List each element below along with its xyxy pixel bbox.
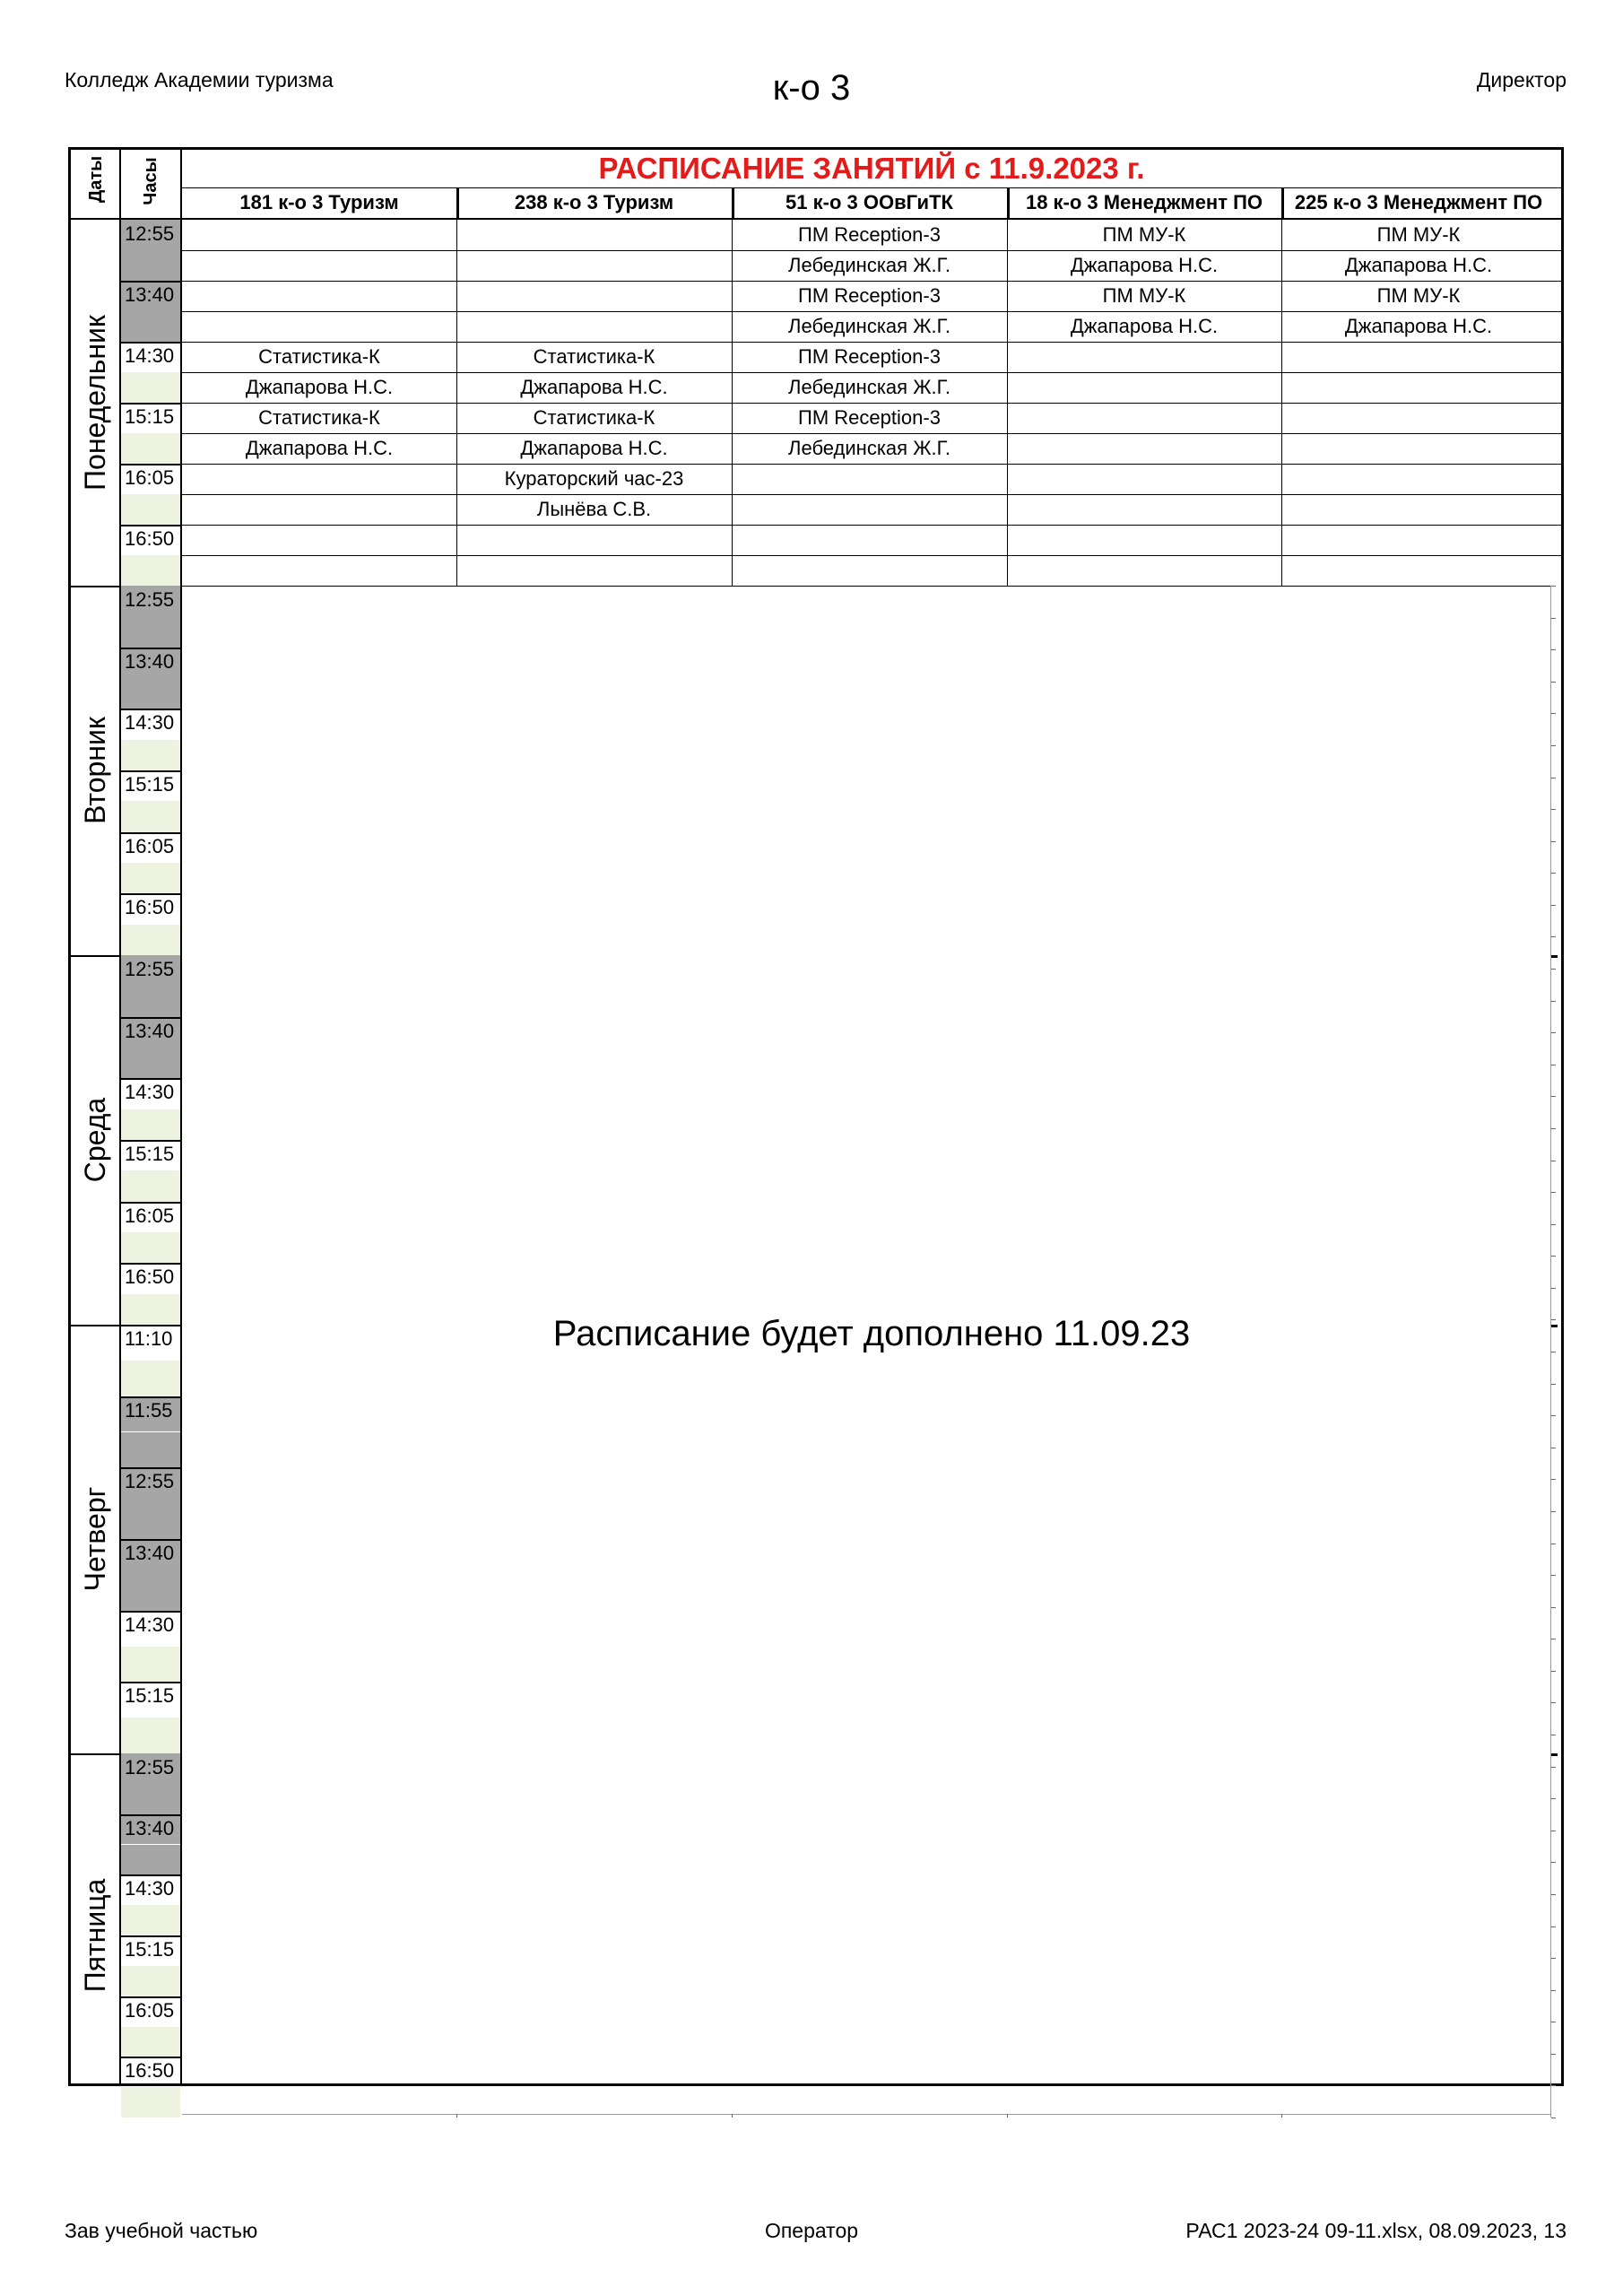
lesson-cell — [1281, 525, 1556, 555]
lesson-cell — [1007, 525, 1281, 555]
lesson-cell — [1281, 372, 1556, 403]
minor-tick — [1551, 969, 1556, 970]
time-slot: 16:05 — [125, 1204, 175, 1227]
time-slot-sub — [121, 616, 180, 647]
lesson-cell: Джапарова Н.С. — [245, 376, 394, 398]
time-slot: 16:50 — [125, 896, 175, 919]
group-header: 51 к-о 3 ООвГиТК — [785, 191, 953, 213]
deputy-label: Зав учебной частью — [65, 2219, 258, 2242]
time-slot-sub — [121, 1232, 180, 1263]
minor-tick — [1551, 1607, 1556, 1608]
lesson-cell: Кураторский час-23 — [504, 467, 684, 490]
time-slot: 14:30 — [125, 1613, 175, 1636]
lesson-cell: Джапарова Н.С. — [520, 437, 668, 459]
bottom-tick — [1281, 2114, 1282, 2118]
minor-tick — [1551, 649, 1556, 650]
minor-tick — [1551, 905, 1556, 906]
minor-tick — [1551, 1990, 1556, 1991]
hour-line — [121, 342, 180, 344]
row-line — [182, 464, 1561, 465]
time-slot: 14:30 — [125, 344, 175, 367]
minor-tick — [1551, 1032, 1556, 1033]
time-slot: 16:05 — [125, 1998, 175, 2022]
minor-tick — [1551, 1256, 1556, 1257]
group-divider-header — [456, 187, 459, 218]
lesson-cell: Джапарова Н.С. — [1344, 254, 1493, 276]
lesson-cell — [182, 464, 456, 494]
time-slot-sub — [121, 2087, 180, 2118]
minor-tick — [1551, 1384, 1556, 1385]
time-slot: 11:55 — [121, 1396, 180, 1432]
day-tick — [1550, 1753, 1558, 1756]
day-name: Понедельник — [79, 315, 111, 491]
row-line — [182, 555, 1561, 556]
lesson-cell: Статистика-К — [533, 345, 655, 368]
row-line — [182, 403, 1561, 404]
operator-label: Оператор — [764, 2219, 859, 2242]
lesson-cell — [1007, 494, 1281, 525]
time-slot-sub — [121, 801, 180, 831]
hour-line — [121, 1996, 180, 1998]
time-slot: 13:40 — [121, 648, 180, 678]
hour-line — [121, 1874, 180, 1876]
schedule-note: Расписание будет дополнено 11.09.23 — [552, 1314, 1191, 1353]
lesson-cell — [182, 555, 456, 586]
time-slot-sub — [121, 1718, 180, 1753]
lesson-cell: ПМ Reception-3 — [798, 284, 941, 307]
minor-tick — [1551, 713, 1556, 714]
time-slot: 15:15 — [125, 773, 175, 796]
time-slot: 12:55 — [121, 1753, 180, 1784]
hour-line — [121, 525, 180, 526]
time-slot: 13:40 — [121, 1017, 180, 1048]
lesson-cell — [1281, 464, 1556, 494]
group-header: 181 к-о 3 Туризм — [239, 191, 399, 213]
hour-line — [121, 1682, 180, 1683]
time-slot-sub — [121, 1109, 180, 1140]
lesson-cell — [456, 311, 732, 342]
minor-tick — [1551, 682, 1556, 683]
lesson-cell — [1281, 494, 1556, 525]
row-line — [182, 372, 1561, 373]
lesson-cell — [456, 555, 732, 586]
minor-tick — [1551, 1575, 1556, 1576]
minor-tick — [1551, 1479, 1556, 1480]
minor-tick — [1551, 2054, 1556, 2055]
hour-line — [121, 1539, 180, 1541]
hour-line — [121, 1814, 180, 1816]
group-header: 18 к-о 3 Менеджмент ПО — [1025, 191, 1263, 213]
hour-line — [121, 1467, 180, 1469]
hour-line — [121, 464, 180, 465]
time-slot: 15:15 — [125, 1938, 175, 1961]
time-slot: 12:55 — [121, 1467, 180, 1503]
minor-tick — [1551, 745, 1556, 746]
time-slot: 13:40 — [121, 1814, 180, 1845]
bottom-tick — [456, 2114, 457, 2118]
hour-line — [121, 1202, 180, 1204]
bottom-tick — [732, 2114, 733, 2118]
group-header: 238 к-о 3 Туризм — [514, 191, 674, 213]
lesson-cell — [1007, 433, 1281, 464]
minor-tick — [1551, 1926, 1556, 1927]
group-header: 225 к-о 3 Менеджмент ПО — [1294, 191, 1543, 213]
time-slot: 11:10 — [125, 1327, 173, 1350]
time-slot-sub — [121, 1784, 180, 1814]
minor-tick — [1551, 618, 1556, 619]
time-slot-sub — [121, 986, 180, 1016]
hour-line — [121, 648, 180, 649]
lesson-cell: ПМ Reception-3 — [798, 345, 941, 368]
director-label: Директор — [1476, 68, 1567, 91]
minor-tick — [1551, 873, 1556, 874]
time-slot: 15:15 — [125, 1684, 175, 1708]
day-name: Четверг — [79, 1486, 111, 1592]
time-slot: 16:05 — [125, 466, 175, 489]
lesson-cell: Лынёва С.В. — [536, 498, 652, 520]
minor-tick — [1551, 1192, 1556, 1193]
hour-line — [121, 1611, 180, 1613]
hour-line — [121, 403, 180, 404]
lesson-cell — [456, 250, 732, 281]
hour-line — [121, 770, 180, 772]
schedule-table — [68, 147, 1564, 2086]
monday-bottom-line — [182, 586, 1550, 587]
hours-header: Часы — [141, 157, 161, 205]
minor-tick — [1551, 2085, 1556, 2086]
lesson-cell: Лебединская Ж.Г. — [788, 254, 950, 276]
time-slot-sub — [121, 1647, 180, 1683]
time-slot: 14:30 — [125, 711, 175, 735]
lesson-cell: ПМ МУ-К — [1376, 223, 1461, 246]
lesson-cell — [1007, 342, 1281, 372]
lesson-cell — [1007, 464, 1281, 494]
time-slot: 15:15 — [125, 405, 175, 428]
lesson-cell — [1007, 555, 1281, 586]
group-divider-header — [1281, 187, 1284, 218]
time-slot-sub — [121, 372, 180, 403]
group-divider — [1007, 220, 1008, 586]
time-slot: 13:40 — [121, 281, 180, 311]
time-slot: 12:55 — [121, 220, 180, 250]
lesson-cell: ПМ МУ-К — [1376, 284, 1461, 307]
lesson-cell: ПМ Reception-3 — [798, 406, 941, 429]
group-divider — [732, 220, 733, 586]
minor-tick — [1551, 1702, 1556, 1703]
day-name: Пятница — [79, 1878, 111, 1993]
minor-tick — [1551, 841, 1556, 842]
minor-tick — [1551, 586, 1556, 587]
time-slot: 16:50 — [125, 527, 175, 550]
hour-line — [121, 2057, 180, 2058]
hour-line — [121, 1396, 180, 1398]
time-slot-sub — [121, 2027, 180, 2057]
lesson-cell — [1281, 555, 1556, 586]
hour-line — [121, 1935, 180, 1937]
course-title: к-о 3 — [772, 68, 851, 108]
lesson-cell — [732, 525, 1007, 555]
lesson-cell: Статистика-К — [258, 406, 380, 429]
lesson-cell — [1281, 433, 1556, 464]
time-slot-sub — [121, 433, 180, 464]
lesson-cell — [456, 281, 732, 311]
row-line — [182, 494, 1561, 495]
hour-line — [121, 1140, 180, 1142]
lesson-cell — [732, 464, 1007, 494]
file-info: РАС1 2023-24 09-11.xlsx, 08.09.2023, 13 — [1185, 2219, 1567, 2242]
row-line — [182, 281, 1561, 282]
time-slot-sub — [121, 1905, 180, 1935]
lesson-cell — [182, 250, 456, 281]
time-slot-sub — [121, 1503, 180, 1539]
time-slot-sub — [121, 311, 180, 342]
hour-line — [121, 281, 180, 283]
lesson-cell — [1007, 372, 1281, 403]
time-slot-sub — [121, 1294, 180, 1325]
minor-tick — [1551, 1415, 1556, 1416]
time-slot-sub — [121, 1575, 180, 1611]
time-slot-sub — [121, 863, 180, 893]
minor-tick — [1551, 1671, 1556, 1672]
hour-line — [121, 832, 180, 834]
lesson-cell — [1281, 403, 1556, 433]
time-slot-sub — [121, 250, 180, 281]
lesson-cell: Джапарова Н.С. — [1070, 315, 1219, 337]
time-slot-sub — [121, 1966, 180, 1996]
bottom-inner-line — [182, 2114, 1550, 2115]
lesson-cell — [182, 494, 456, 525]
time-slot-sub — [121, 1432, 180, 1468]
minor-tick — [1551, 1798, 1556, 1799]
lesson-cell — [732, 555, 1007, 586]
minor-tick — [1551, 1862, 1556, 1863]
lesson-cell — [456, 220, 732, 250]
lesson-cell: Статистика-К — [533, 406, 655, 429]
minor-tick — [1551, 809, 1556, 810]
time-slot-sub — [121, 494, 180, 525]
minor-tick — [1551, 1096, 1556, 1097]
hour-line — [121, 893, 180, 895]
time-slot: 16:50 — [125, 2059, 175, 2083]
day-name: Вторник — [79, 717, 111, 824]
minor-tick — [1551, 1894, 1556, 1895]
group-divider — [456, 220, 457, 586]
time-slot-sub — [121, 925, 180, 955]
lesson-cell — [182, 281, 456, 311]
lesson-cell: Лебединская Ж.Г. — [788, 315, 950, 337]
minor-tick — [1551, 1958, 1556, 1959]
group-divider-header — [1007, 187, 1010, 218]
time-slot-sub — [121, 1048, 180, 1078]
hour-line — [121, 1078, 180, 1080]
lesson-cell: Лебединская Ж.Г. — [788, 437, 950, 459]
time-slot-sub — [121, 678, 180, 709]
schedule-title: РАСПИСАНИЕ ЗАНЯТИЙ с 11.9.2023 г. — [598, 152, 1145, 185]
lesson-cell: ПМ МУ-К — [1102, 284, 1186, 307]
hour-line — [121, 1017, 180, 1019]
group-divider-header — [732, 187, 734, 218]
row-line — [182, 433, 1561, 434]
time-slot-sub — [121, 1170, 180, 1201]
lesson-cell — [1281, 342, 1556, 372]
group-divider — [1281, 220, 1282, 586]
lesson-cell — [456, 525, 732, 555]
time-slot: 15:15 — [125, 1143, 175, 1165]
lesson-cell — [182, 525, 456, 555]
hour-line — [121, 1263, 180, 1265]
day-tick — [1550, 955, 1558, 958]
bottom-tick — [1007, 2114, 1008, 2118]
lesson-cell — [732, 494, 1007, 525]
lesson-cell: Джапарова Н.С. — [520, 376, 668, 398]
row-line — [182, 342, 1561, 343]
row-line — [182, 250, 1561, 251]
lesson-cell: ПМ МУ-К — [1102, 223, 1186, 246]
time-slot-sub — [121, 555, 180, 586]
time-slot-sub — [121, 1361, 180, 1396]
lesson-cell: Статистика-К — [258, 345, 380, 368]
lesson-cell — [1007, 403, 1281, 433]
row-line — [182, 525, 1561, 526]
hour-line — [121, 709, 180, 710]
time-slot: 14:30 — [125, 1877, 175, 1900]
time-slot: 12:55 — [121, 586, 180, 616]
minor-tick — [1551, 1767, 1556, 1768]
time-slot-sub — [121, 1845, 180, 1875]
minor-tick — [1551, 1288, 1556, 1289]
time-slot: 16:05 — [125, 834, 175, 857]
lesson-cell — [182, 220, 456, 250]
lesson-cell — [182, 311, 456, 342]
time-slot: 14:30 — [125, 1081, 175, 1104]
lesson-cell: ПМ Reception-3 — [798, 223, 941, 246]
college-name: Колледж Академии туризма — [65, 68, 334, 91]
time-slot-sub — [121, 740, 180, 770]
minor-tick — [1551, 936, 1556, 937]
time-slot: 13:40 — [121, 1539, 180, 1575]
lesson-cell: Джапарова Н.С. — [1344, 315, 1493, 337]
dates-header: Даты — [86, 155, 106, 203]
minor-tick — [1551, 1511, 1556, 1512]
minor-tick — [1551, 1001, 1556, 1002]
time-slot: 16:50 — [125, 1265, 175, 1289]
minor-tick — [1551, 1128, 1556, 1129]
lesson-cell: Джапарова Н.С. — [245, 437, 394, 459]
lesson-cell: Джапарова Н.С. — [1070, 254, 1219, 276]
row-line — [182, 311, 1561, 312]
lesson-cell: Лебединская Ж.Г. — [788, 376, 950, 398]
day-name: Среда — [79, 1097, 111, 1183]
time-slot: 12:55 — [121, 955, 180, 986]
minor-tick — [1551, 1224, 1556, 1225]
